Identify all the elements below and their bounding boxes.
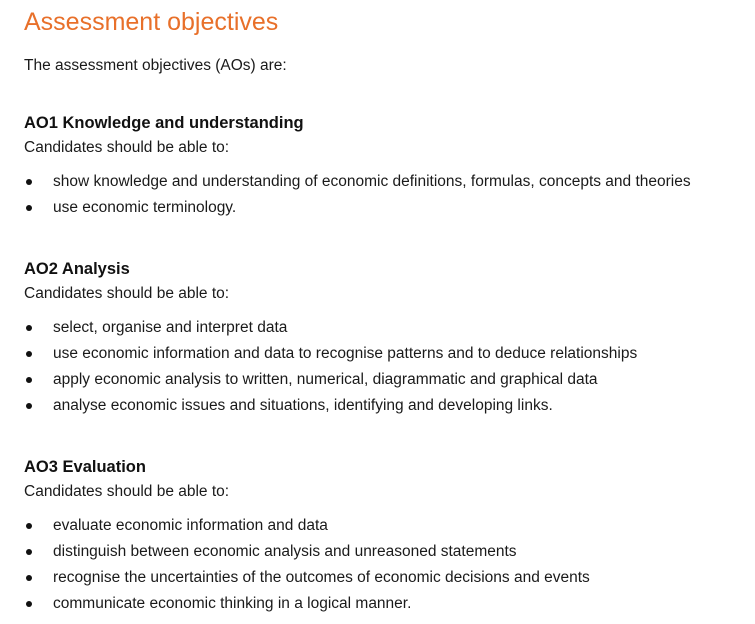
list-item-text: show knowledge and understanding of economic definitions, formulas, concepts and theories bbox=[53, 173, 691, 190]
list-item-text: recognise the uncertainties of the outcomes of economic decisions and events bbox=[53, 569, 590, 586]
section-heading: AO2 Analysis bbox=[24, 260, 130, 278]
bullet-icon bbox=[26, 523, 32, 529]
list-item bbox=[24, 195, 745, 221]
objective-list bbox=[24, 315, 745, 419]
list-item bbox=[24, 565, 745, 591]
bullet-icon bbox=[26, 377, 32, 383]
bullet-icon bbox=[26, 403, 32, 409]
bullet-icon bbox=[26, 549, 32, 555]
list-item-text: use economic information and data to recognise patterns and to deduce relationships bbox=[53, 345, 638, 362]
list-item bbox=[24, 315, 745, 341]
bullet-icon bbox=[26, 601, 32, 607]
objective-list bbox=[24, 169, 745, 221]
section-ao2 bbox=[24, 258, 745, 419]
bullet-icon bbox=[26, 179, 32, 185]
list-item bbox=[24, 341, 745, 367]
list-item-text: evaluate economic information and data bbox=[53, 517, 328, 534]
bullet-icon bbox=[26, 575, 32, 581]
intro-text: The assessment objectives (AOs) are: bbox=[24, 57, 287, 74]
section-lead: Candidates should be able to: bbox=[24, 139, 230, 156]
list-item bbox=[24, 393, 745, 419]
list-item-text: communicate economic thinking in a logical manner. bbox=[53, 595, 412, 612]
bullet-icon bbox=[26, 325, 32, 331]
list-item bbox=[24, 169, 745, 195]
section-ao1 bbox=[24, 112, 745, 221]
list-item bbox=[24, 367, 745, 393]
list-item bbox=[24, 539, 745, 565]
list-item bbox=[24, 591, 745, 617]
bullet-icon bbox=[26, 205, 32, 211]
section-lead: Candidates should be able to: bbox=[24, 483, 230, 500]
section-ao3 bbox=[24, 456, 745, 617]
document-page bbox=[24, 6, 745, 617]
section-heading: AO1 Knowledge and understanding bbox=[24, 114, 304, 132]
list-item-text: distinguish between economic analysis and unreasoned statements bbox=[53, 543, 517, 560]
list-item-text: select, organise and interpret data bbox=[53, 319, 288, 336]
list-item-text: apply economic analysis to written, numerical, diagrammatic and graphical data bbox=[53, 371, 598, 388]
bullet-icon bbox=[26, 351, 32, 357]
list-item-text: use economic terminology. bbox=[53, 199, 237, 216]
list-item-text: analyse economic issues and situations, identifying and developing links. bbox=[53, 397, 553, 414]
section-lead: Candidates should be able to: bbox=[24, 285, 230, 302]
list-item bbox=[24, 513, 745, 539]
section-heading: AO3 Evaluation bbox=[24, 458, 146, 476]
objective-list bbox=[24, 513, 745, 617]
page-title: Assessment objectives bbox=[24, 8, 279, 36]
